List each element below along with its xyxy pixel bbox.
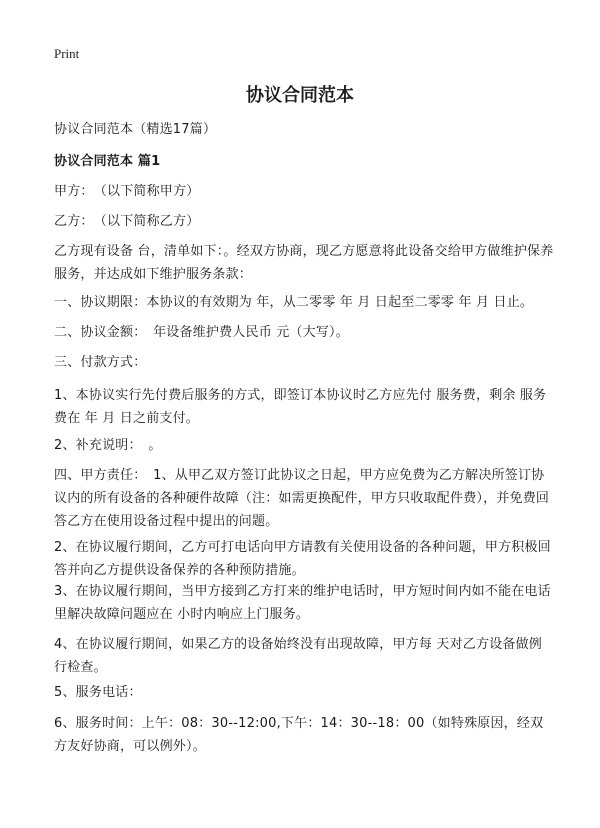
paragraph-duty-4: 4、在协议履行期间，如果乙方的设备始终没有出现故障，甲方每 天对乙方设备做例行检查。 (54, 637, 543, 675)
paragraph-phone: 5、服务电话： (54, 685, 142, 700)
paragraph-duty-1: 四、甲方责任： 1、从甲乙双方签订此协议之日起，甲方应免费为乙方解决所签订协议内的所有设备的各种硬件故障（注：如需更换配件，甲方只收取配件费），并免费回答乙方在使用设备过程中提出的问题。 (54, 468, 550, 529)
paragraph-term: 一、协议期限：本协议的有效期为 年，从二零零 年 月 日起至二零零 年 月 日止。 (54, 295, 534, 310)
paragraph-hours: 6、服务时间：上午：08：30--12:00,下午：14：30--18：00（如特殊原因，经双方友好协商，可以例外）。 (54, 716, 544, 754)
paragraph-payment-2: 2、补充说明： 。 (54, 438, 162, 453)
paragraph-amount: 二、协议金额： 年设备维护费人民币 元（大写）。 (54, 325, 349, 340)
section-heading: 协议合同范本 篇1 (54, 154, 161, 169)
paragraph-duty-3: 3、在协议履行期间，当甲方接到乙方打来的维护电话时，甲方短时间内如不能在电话里解决故障问题应在 小时内响应上门服务。 (54, 584, 551, 622)
paragraph-intro: 乙方现有设备 台，清单如下：。经双方协商，现乙方愿意将此设备交给甲方做维护保养服务，并达成如下维护服务条款： (54, 244, 554, 282)
paragraph-party-a: 甲方： （以下简称甲方） (54, 184, 200, 199)
paragraph-payment-1: 1、本协议实行先付费后服务的方式，即签订本协议时乙方应先付 服务费，剩余 服务费在 年 月 日之前支付。 (54, 388, 547, 426)
print-link[interactable]: Print (54, 46, 80, 61)
paragraph-party-b: 乙方： （以下简称乙方） (54, 214, 200, 229)
document-title: 协议合同范本 (246, 85, 354, 106)
paragraph-duty-2: 2、在协议履行期间，乙方可打电话向甲方请教有关使用设备的各种问题，甲方积极回答并向乙方提供设备保养的各种预防措施。 (54, 540, 551, 578)
paragraph-payment-heading: 三、付款方式： (54, 355, 147, 370)
document-subtitle: 协议合同范本（精选17篇） (54, 122, 217, 137)
